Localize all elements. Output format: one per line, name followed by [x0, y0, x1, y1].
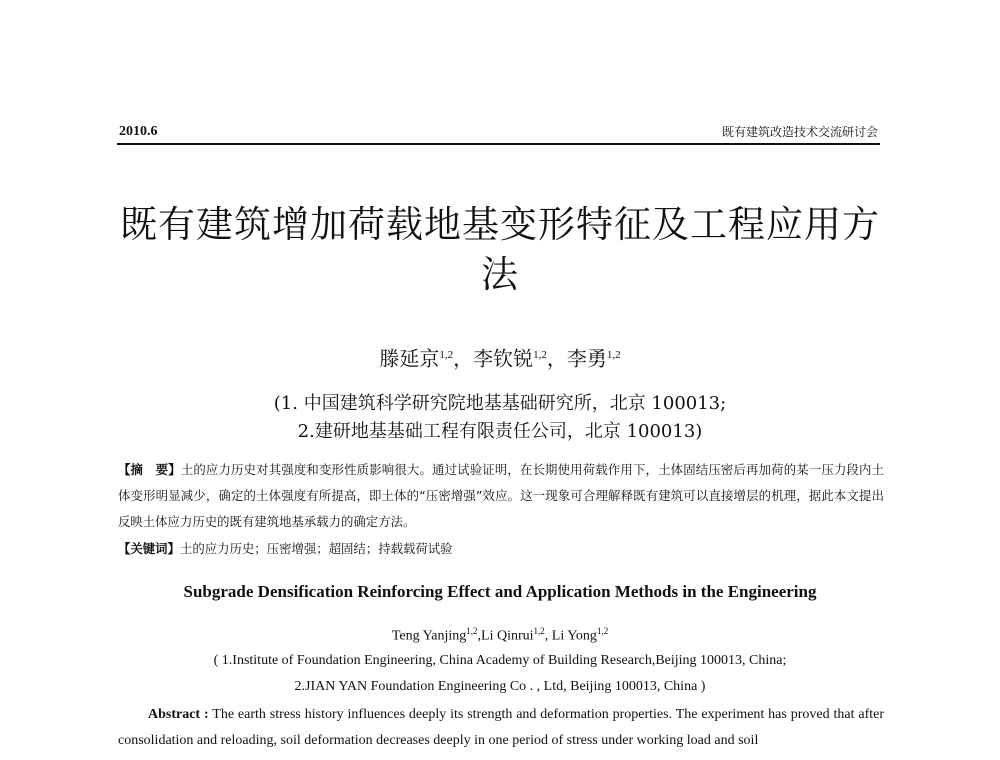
author-3-name: 李勇 — [566, 346, 607, 371]
keywords-cn-label: 【关键词】 — [118, 541, 180, 556]
paper-title-cn — [100, 200, 900, 300]
title-line-1: 既有建筑增加荷载地基变形特征及工程应用方 — [120, 203, 880, 246]
header-conference: 既有建筑改造技术交流研讨会 — [721, 125, 878, 139]
abstract-cn-text: 土的应力历史对其强度和变形性质影响很大。通过试验证明，在长期使用荷载作用下，土体固结压密后再加荷的某一压力段内土体变形明显减少，确定的土体强度有所提高，即土体的“压密增强”效应。这一现象可合理解释既有建筑可以直接增层的机理，据此本文提出反映土体应力历史的既有建筑地基承载力的确定方法。 — [118, 462, 885, 529]
author-separator: ， — [546, 346, 567, 371]
authors-cn — [0, 342, 1000, 372]
author-1-name: 滕延京 — [379, 346, 440, 371]
author-en-3-affil: 1,2 — [596, 626, 609, 636]
affiliation-cn-2: 2.建研地基基础工程有限责任公司，北京 100013) — [297, 421, 703, 442]
abstract-en-label: Abstract : — [148, 707, 209, 722]
author-en-1-name: Teng Yanjing — [391, 628, 467, 644]
abstract-en — [118, 702, 884, 754]
abstract-cn — [118, 457, 884, 535]
author-en-2-affil: 1,2 — [533, 626, 545, 636]
author-en-1-affil: 1,2 — [466, 626, 478, 636]
header-date: 2010.6 — [119, 124, 158, 139]
keywords-cn — [118, 536, 884, 562]
running-header — [117, 121, 880, 145]
author-3-affil: 1,2 — [606, 349, 621, 361]
title-line-2: 法 — [481, 253, 519, 296]
author-en-3-name: Li Yong — [551, 628, 597, 644]
author-separator: ， — [453, 346, 474, 371]
keywords-cn-text: 土的应力历史；压密增强；超固结；持载载荷试验 — [179, 541, 453, 556]
paper-title-en: Subgrade Densification Reinforcing Effect and Application Methods in the Engineering — [183, 582, 817, 601]
abstract-en-text: The earth stress history influences deeply its strength and deformation properties. The experiment has proved that after consolidation and reloading, soil deformation decreases deeply in one period of stress under working load and soil — [118, 707, 884, 748]
affiliation-en-1: ( 1.Institute of Foundation Engineering, China Academy of Building Research,Beijing 100013, China; — [213, 653, 787, 668]
affiliation-en-2: 2.JIAN YAN Foundation Engineering Co . , Ltd, Beijing 100013, China ) — [294, 679, 706, 694]
author-2-affil: 1,2 — [533, 349, 547, 361]
affiliation-cn-1: (1. 中国建筑科学研究院地基基础研究所，北京 100013; — [273, 393, 727, 414]
author-en-2-name: Li Qinrui — [481, 628, 534, 644]
author-2-name: 李钦锐 — [473, 346, 534, 371]
authors-en: Teng Yanjing$^{1,2}$,Li Qinrui$^{1,2}$, Li Yong$^{1,2}$ — [391, 626, 609, 644]
author-1-affil: 1,2 — [439, 349, 454, 361]
abstract-cn-label: 【摘 要】 — [118, 462, 181, 477]
